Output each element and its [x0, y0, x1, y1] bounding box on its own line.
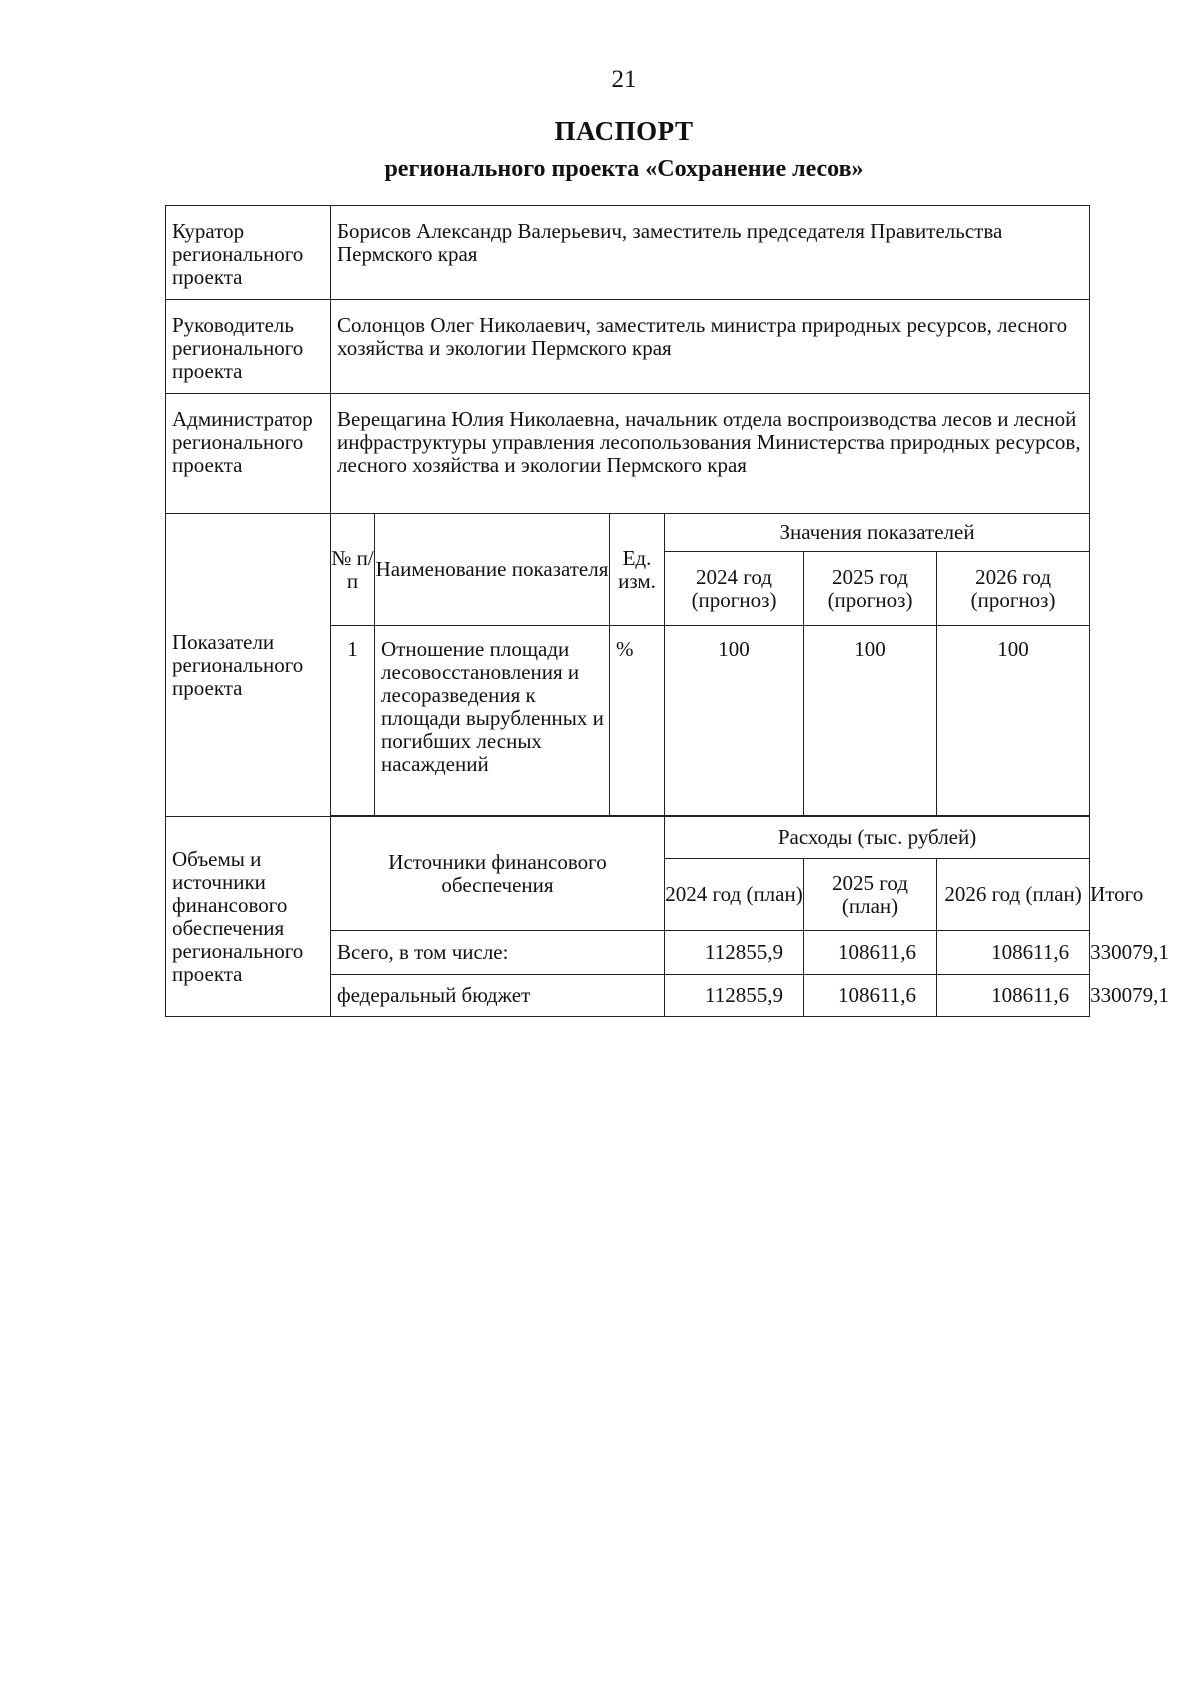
head-row: [166, 300, 1090, 394]
finance-federal-2026: 108611,6: [937, 975, 1090, 1017]
indicators-col-values: Значения показателей: [665, 514, 1090, 552]
finance-col-expenses: Расходы (тыс. рублей): [665, 817, 1090, 859]
indicators-label: Показатели регионального проекта: [166, 514, 331, 817]
finance-header-row-2: 2024 год (план) 2025 год (план) 2026 год (план) Итого: [166, 859, 1090, 931]
indicator-no: 1: [331, 626, 375, 816]
indicators-year-2024: 2024 год (прогноз): [665, 552, 804, 626]
head-label: Руководитель регионального проекта: [166, 300, 331, 394]
indicators-year-2026: 2026 год (прогноз): [937, 552, 1090, 626]
indicator-value-2026: 100: [937, 626, 1090, 816]
admin-label: Администратор регионального проекта: [166, 394, 331, 514]
indicators-col-name: Наименование показателя: [375, 514, 610, 626]
finance-year-2025: 2025 год (план): [804, 859, 937, 931]
finance-year-2026: 2026 год (план): [937, 859, 1090, 931]
finance-source-federal: федеральный бюджет: [331, 975, 665, 1017]
table-row: Всего, в том числе: 112855,9 108611,6 108611,6 330079,1: [166, 931, 1090, 975]
finance-year-2024: 2024 год (план): [665, 859, 804, 931]
admin-value: Верещагина Юлия Николаевна, начальник отдела воспроизводства лесов и лесной инфраструктуры управления лесопользования Министерства природных ресурсов, лесного хозяйства и экологии Пермского края: [331, 394, 1090, 514]
indicators-col-no: № п/п: [331, 514, 375, 626]
finance-source-total: Всего, в том числе:: [331, 931, 665, 975]
page-number: 21: [611, 66, 637, 93]
head-value: Солонцов Олег Николаевич, заместитель министра природных ресурсов, лесного хозяйства и экологии Пермского края: [331, 300, 1090, 394]
document-subtitle: регионального проекта «Сохранение лесов»: [384, 156, 864, 182]
finance-federal-2025: 108611,6: [804, 975, 937, 1017]
indicator-name: Отношение площади лесовосстановления и лесоразведения к площади вырубленных и погибших лесных насаждений: [375, 626, 610, 816]
indicators-year-2025: 2025 год (прогноз): [804, 552, 937, 626]
finance-label: Объемы и источники финансового обеспечения регионального проекта: [166, 817, 331, 1017]
finance-federal-2024: 112855,9: [665, 975, 804, 1017]
indicator-value-2025: 100: [804, 626, 937, 816]
table-row: федеральный бюджет 112855,9 108611,6 108611,6 330079,1: [166, 975, 1090, 1017]
indicator-value-2024: 100: [665, 626, 804, 816]
indicator-unit: %: [610, 626, 665, 816]
admin-row: [166, 394, 1090, 514]
indicators-col-unit: Ед. изм.: [610, 514, 665, 626]
curator-row: [166, 206, 1090, 300]
finance-value-2026: 108611,6: [937, 931, 1090, 975]
finance-value-2024: 112855,9: [665, 931, 804, 975]
passport-table: [165, 205, 1169, 1017]
finance-value-2025: 108611,6: [804, 931, 937, 975]
indicators-header-row-1: [166, 514, 1090, 552]
curator-label: Куратор регионального проекта: [166, 206, 331, 300]
finance-header-row-1: [166, 817, 1090, 859]
curator-value: Борисов Александр Валерьевич, заместитель председателя Правительства Пермского края: [331, 206, 1090, 300]
document-title: ПАСПОРТ: [554, 116, 694, 146]
finance-col-source: Источники финансового обеспечения: [331, 817, 665, 931]
